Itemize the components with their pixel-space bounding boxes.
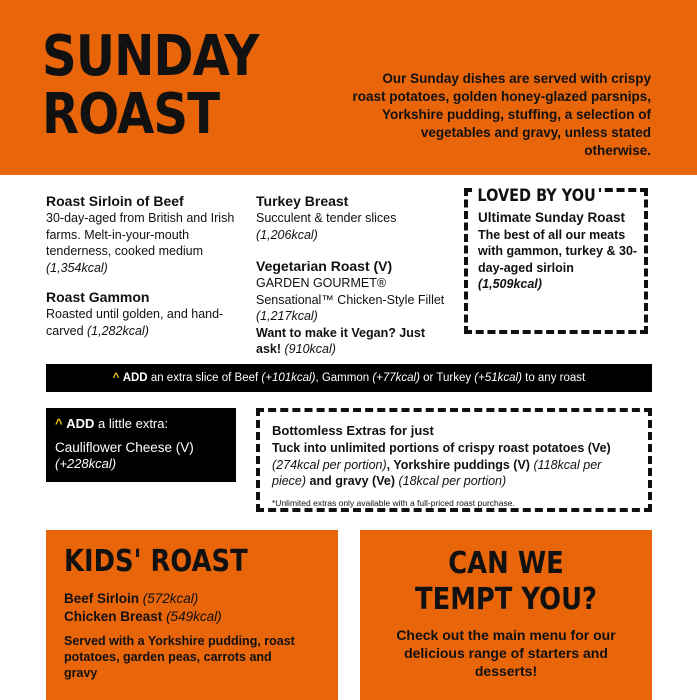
kids-roast-title: KIDS' ROAST	[64, 544, 248, 579]
tempt-title-line-1: CAN WE	[448, 546, 564, 581]
dish-name: Roast Gammon	[46, 289, 150, 305]
dish-kcal: (1,354kcal)	[46, 260, 108, 275]
bottomless-text: , Yorkshire puddings (V)	[386, 457, 530, 472]
bottomless-text: Tuck into unlimited portions of crispy roast potatoes (Ve)	[272, 441, 611, 455]
add-little-extra-box	[46, 408, 236, 482]
chevron-up-icon: ^	[55, 416, 63, 431]
title-line-1: SUNDAY	[42, 24, 259, 89]
extra-label: a little extra:	[98, 416, 169, 431]
bottomless-kcal: (18kcal per portion)	[398, 474, 507, 488]
vegan-note: Want to make it Vegan? Just ask!	[256, 325, 426, 356]
bottomless-title: Bottomless Extras for just	[272, 423, 434, 438]
add-label: ADD	[122, 372, 148, 384]
dish-turkey	[256, 192, 446, 243]
page-title	[42, 24, 259, 147]
kids-item-1: Beef Sirloin	[64, 591, 140, 606]
strip-kcal: (+51kcal)	[474, 372, 522, 384]
dish-desc: Succulent & tender slices	[256, 211, 397, 225]
dish-kcal: (1,282kcal)	[87, 323, 149, 338]
bottomless-kcal: (118kcal per piece)	[272, 457, 602, 488]
bottomless-kcal: (274kcal per portion)	[272, 457, 387, 472]
dish-kcal: (1,217kcal)	[256, 309, 318, 323]
dish-desc: Roasted until golden, and hand-carved	[46, 307, 224, 338]
tempt-title	[380, 546, 631, 618]
add-extra-slice-strip	[46, 364, 652, 392]
dish-desc: GARDEN GOURMET® Sensational™ Chicken-Style Fillet	[256, 276, 445, 307]
extra-item: Cauliflower Cheese (V)	[55, 440, 194, 455]
tempt-title-line-2: TEMPT YOU?	[414, 582, 597, 617]
kids-roast-panel	[46, 530, 338, 700]
extra-kcal: (+228kcal)	[55, 456, 117, 471]
loved-dish-kcal: (1,509kcal)	[478, 277, 542, 291]
chevron-up-icon: ^	[112, 372, 120, 384]
kids-item-2: Chicken Breast	[64, 609, 163, 624]
strip-kcal: (+101kcal)	[261, 372, 316, 384]
vegan-kcal: (910kcal)	[284, 342, 336, 356]
tempt-panel	[360, 530, 652, 700]
strip-text: or Turkey	[423, 372, 472, 384]
dish-gammon	[46, 288, 241, 339]
dish-name: Vegetarian Roast (V)	[256, 258, 393, 274]
title-line-2: ROAST	[42, 82, 220, 147]
loved-dish-name: Ultimate Sunday Roast	[478, 210, 626, 225]
bottomless-note: *Unlimited extras only available with a full-priced roast purchase.	[272, 497, 515, 508]
kids-kcal-2: (549kcal)	[166, 609, 222, 624]
dish-name: Turkey Breast	[256, 193, 349, 209]
kids-kcal-1: (572kcal)	[142, 591, 199, 606]
dish-kcal: (1,206kcal)	[256, 227, 318, 242]
strip-text: an extra slice of Beef	[150, 372, 259, 384]
intro-text: Our Sunday dishes are served with crispy roast potatoes, golden honey-glazed parsnips, Yorkshire pudding, stuffing, a selection of vegetables and gravy, unless stated otherwise.	[352, 71, 651, 158]
dish-name: Roast Sirloin of Beef	[46, 193, 184, 209]
strip-text: , Gammon	[315, 372, 370, 384]
dish-vegetarian	[256, 257, 446, 358]
tempt-desc: Check out the main menu for our delicious range of starters and desserts!	[396, 627, 616, 679]
strip-text: to any roast	[525, 372, 586, 384]
loved-by-you-content	[478, 210, 638, 293]
dish-desc: 30-day-aged from British and Irish farms. Melt-in-your-mouth tenderness, cooked medium	[46, 211, 235, 258]
add-label: ADD	[66, 416, 95, 431]
loved-by-you-title: LOVED BY YOU	[474, 186, 599, 206]
bottomless-extras-box	[256, 408, 652, 512]
loved-dish-desc: The best of all our meats with gammon, turkey & 30-day-aged sirloin	[478, 227, 638, 275]
kids-desc: Served with a Yorkshire pudding, roast potatoes, garden peas, carrots and gravy	[64, 634, 295, 680]
bottomless-text: and gravy (Ve)	[309, 474, 395, 488]
dish-sirloin	[46, 192, 241, 276]
strip-kcal: (+77kcal)	[372, 372, 420, 384]
